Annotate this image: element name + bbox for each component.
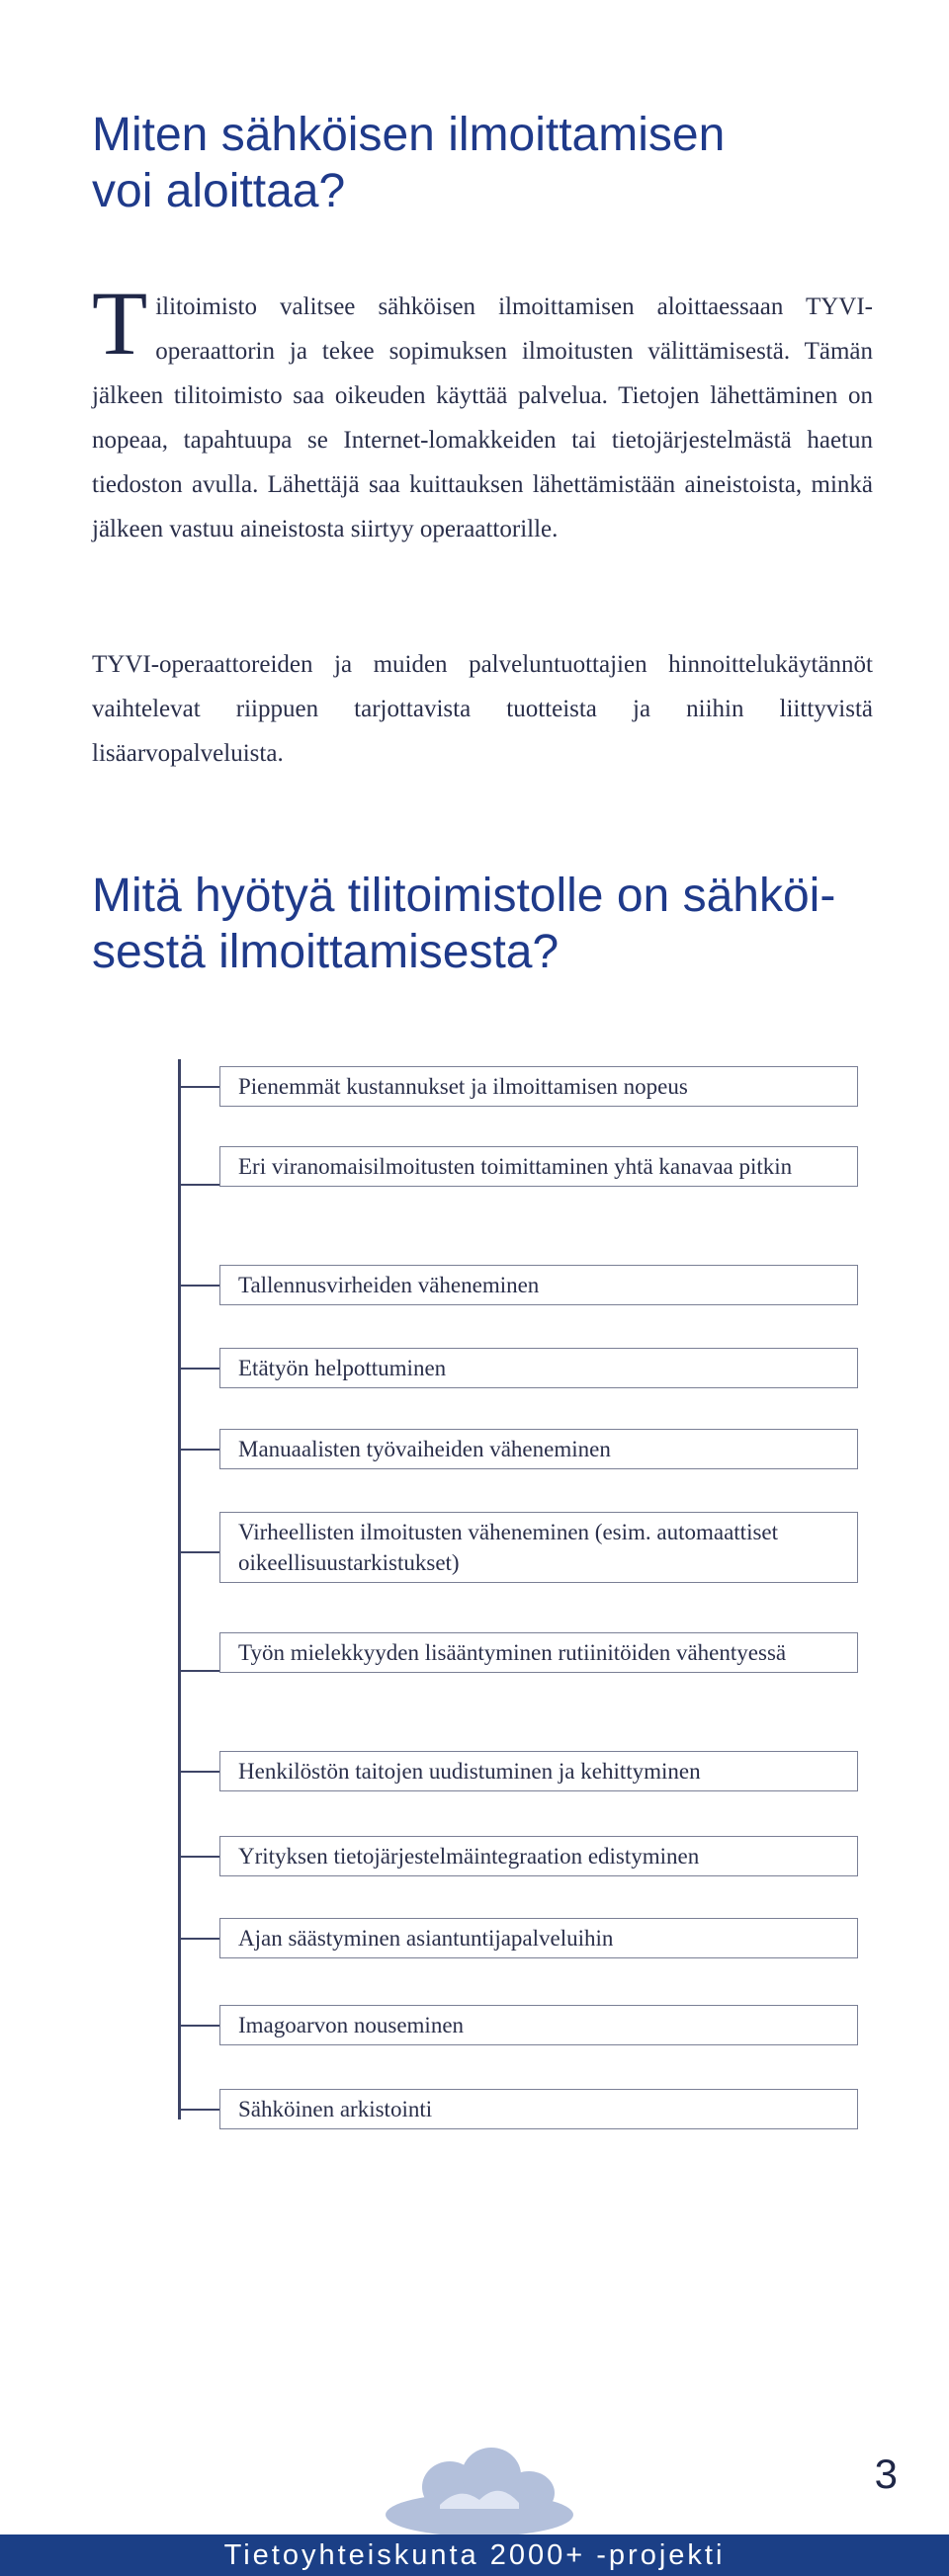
intro-paragraph-text: ilitoimisto valitsee sähköisen ilmoittamisen aloittaessaan TYVI-operaattorin ja tekee sopimuksen ilmoitusten välittämisestä. Tämän jälkeen tilitoimisto saa oikeuden käyttää palvelua. Tietojen lähettäminen on nopeaa, tapahtuupa se Internet-lomakkeiden tai tietojärjestelmästä haetun tiedoston avulla. Lähettäjä saa kuittauksen lähettämistään aineistoista, minkä jälkeen vastuu aineistosta siirtyy operaattorille. — [92, 293, 873, 542]
connector — [178, 1670, 219, 1672]
title-line-2: sestä ilmoittamisesta? — [92, 926, 560, 978]
benefit-item: Eri viranomaisilmoitusten toimittaminen yhtä kanavaa pitkin — [219, 1146, 858, 1187]
pricing-paragraph: TYVI-operaattoreiden ja muiden palveluntuottajien hinnoittelukäytännöt vaihtelevat riippuen tarjottavista tuotteista ja niihin liittyvistä lisäarvopalveluista. — [92, 651, 873, 767]
connector — [178, 1771, 219, 1773]
connector — [178, 1449, 219, 1451]
benefit-item: Henkilöstön taitojen uudistuminen ja kehittyminen — [219, 1751, 858, 1791]
footer-banner: Tietoyhteiskunta 2000+ -projekti — [0, 2534, 949, 2576]
benefit-item: Sähköinen arkistointi — [219, 2089, 858, 2129]
page-number: 3 — [874, 2451, 898, 2497]
connector — [178, 1551, 219, 1553]
section-title-benefits — [92, 868, 835, 980]
connector — [178, 1285, 219, 1287]
connector — [178, 1086, 219, 1088]
connector — [178, 2109, 219, 2111]
benefit-item: Pienemmät kustannukset ja ilmoittamisen nopeus — [219, 1066, 858, 1107]
benefit-item: Työn mielekkyyden lisääntyminen rutiinitöiden vähentyessä — [219, 1632, 858, 1673]
title-line-1: Mitä hyötyä tilitoimistolle on sähköi- — [92, 870, 836, 922]
benefit-item: Virheellisten ilmoitusten väheneminen (esim. automaattiset oikeellisuustarkistukset) — [219, 1512, 858, 1583]
title-line-1: Miten sähköisen ilmoittamisen — [92, 109, 726, 161]
benefit-list-spine — [178, 1059, 181, 2119]
benefit-item: Imagoarvon nouseminen — [219, 2005, 858, 2045]
benefit-item: Ajan säästyminen asiantuntijapalveluihin — [219, 1918, 858, 1958]
intro-paragraph — [92, 273, 873, 551]
connector — [178, 2025, 219, 2027]
benefit-item: Tallennusvirheiden väheneminen — [219, 1265, 858, 1305]
title-line-2: voi aloittaa? — [92, 165, 346, 217]
benefit-item: Yrityksen tietojärjestelmäintegraation edistyminen — [219, 1836, 858, 1876]
section-title-how-to-start — [92, 107, 725, 219]
connector — [178, 1368, 219, 1370]
benefit-item: Etätyön helpottuminen — [219, 1348, 858, 1388]
connector — [178, 1184, 219, 1186]
project-logo-icon — [381, 2446, 578, 2536]
drop-cap: T — [92, 273, 148, 374]
benefit-item: Manuaalisten työvaiheiden väheneminen — [219, 1429, 858, 1469]
connector — [178, 1938, 219, 1940]
connector — [178, 1856, 219, 1858]
